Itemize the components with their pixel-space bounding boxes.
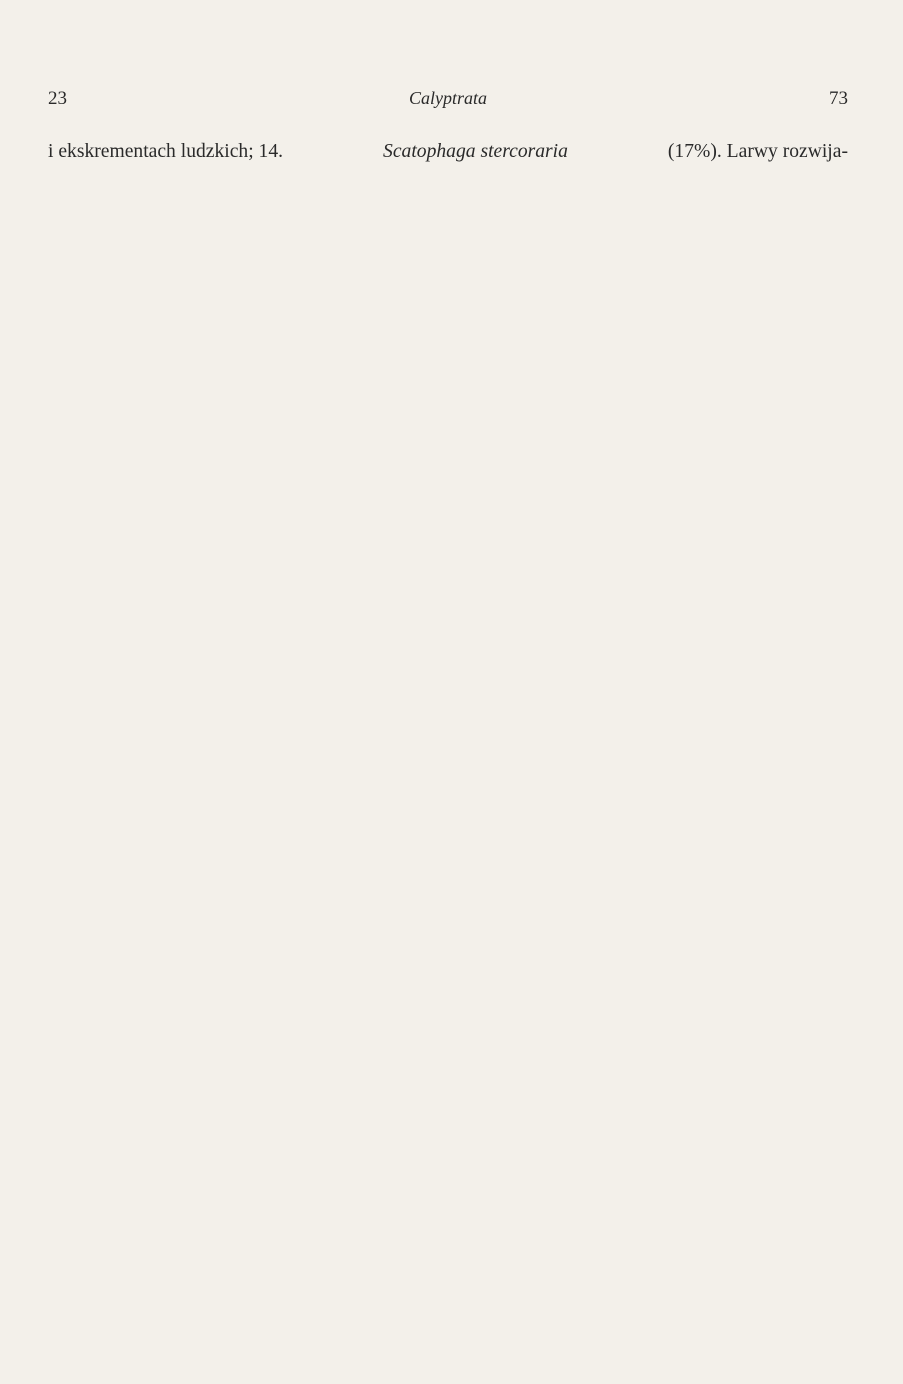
- running-title: Calyptrata: [408, 88, 487, 108]
- running-header: [48, 88, 848, 118]
- text-segment: (17%). Larwy rozwija-: [663, 141, 848, 162]
- page-number: 73: [829, 88, 848, 109]
- italic-segment: Scatophaga stercoraria: [383, 141, 568, 162]
- text-line: [48, 136, 848, 169]
- section-number: 23: [48, 88, 67, 109]
- text-segment: i ekskrementach ludzkich; 14.: [48, 141, 288, 162]
- body-text: [48, 136, 848, 169]
